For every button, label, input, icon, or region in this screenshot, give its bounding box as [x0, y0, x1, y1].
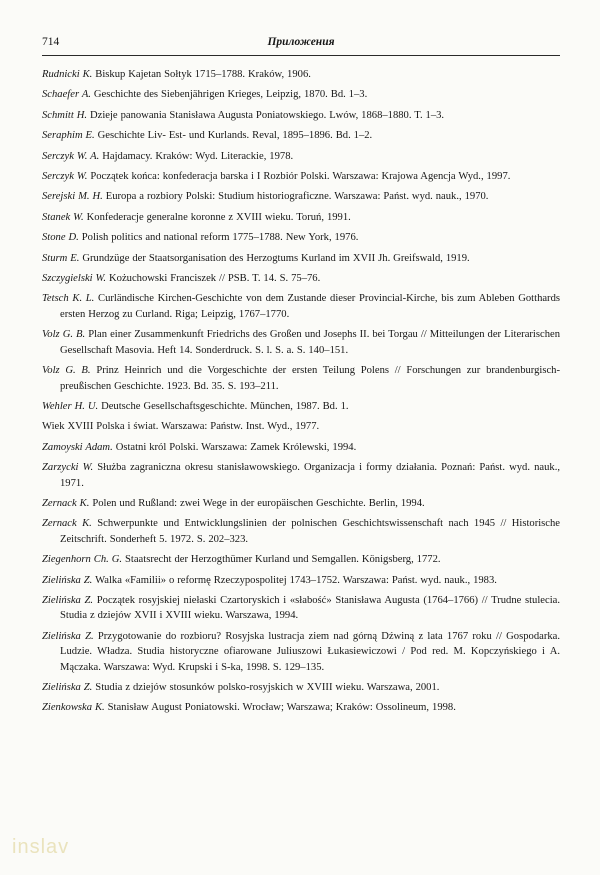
entry-text: Biskup Kajetan Sołtyk 1715–1788. Kraków, 1906. — [95, 69, 311, 80]
entry-author: Serejski M. H. — [42, 191, 103, 203]
bibliography-entry — [42, 419, 560, 434]
entry-text: Studia z dziejów stosunków polsko-rosyjskich w XVIII wieku. Warszawa, 2001. — [95, 682, 440, 693]
entry-text: Konfederacje generalne koronne z XVIII wieku. Toruń, 1991. — [86, 211, 351, 223]
page-header — [42, 34, 560, 56]
entry-author: Volz G. B. — [42, 329, 86, 341]
bibliography-entry — [42, 573, 560, 588]
entry-text: Deutsche Gesellschaftsgeschichte. München, 1987. Bd. 1. — [101, 400, 349, 412]
entry-author: Zernack K. — [42, 518, 92, 530]
bibliography-entry — [42, 680, 560, 695]
bibliography-entry — [42, 700, 560, 715]
bibliography-entry — [42, 291, 560, 322]
bibliography-entry — [42, 87, 560, 102]
entry-text: Walka «Familii» o reformę Rzeczypospolitej 1743–1752. Warszawa: Państ. wyd. nauk., 1983. — [95, 574, 497, 586]
entry-text: Kożuchowski Franciszek // PSB. T. 14. S. 75–76. — [109, 273, 321, 285]
bibliography-entry — [42, 67, 560, 82]
entry-text: Ostatni król Polski. Warszawa: Zamek Królewski, 1994. — [115, 441, 357, 453]
bibliography-entry — [42, 516, 560, 547]
running-header-title: Приложения — [267, 36, 335, 48]
entry-author: Zamoyski Adam. — [42, 441, 113, 453]
entry-text: Przygotowanie do rozbioru? Rosyjska lustracja ziem nad górną Dźwiną z lata 1767 roku // Gospodarka. Ludzie. Władza. Studia historyczne ofiarowane Juliuszowi Łukasiewiczowi / Pod red. M. Kopczyńskiego i A. Mączaka. Warszawa: Wyd. Krupski i S-ka, 1998. S. 129–135. — [60, 630, 560, 673]
page-number: 714 — [42, 36, 60, 48]
entry-author: Zielińska Z. — [42, 682, 93, 693]
bibliography-entry — [42, 327, 560, 358]
bibliography-entry — [42, 399, 560, 414]
entry-text: Początek końca: konfederacja barska i I Rozbiór Polski. Warszawa: Krajowa Agencja Wyd., 1997. — [90, 171, 511, 183]
bibliography-entry — [42, 460, 560, 491]
entry-author: Zienkowska K. — [42, 702, 105, 714]
entry-text: Hajdamacy. Kraków: Wyd. Literackie, 1978. — [102, 150, 294, 162]
bibliography-entry — [42, 128, 560, 143]
bibliography-entry — [42, 210, 560, 225]
entry-author: Stanek W. — [42, 211, 84, 223]
bibliography-entry — [42, 108, 560, 123]
entry-text: Curländische Kirchen-Geschichte von dem Zustande dieser Provincial-Kirche, bis zum Ableben Gotthards ersten Herzog zu Curland. Riga; Leipzig, 1767–1770. — [60, 293, 561, 320]
entry-author: Serczyk W. A. — [42, 150, 100, 162]
bibliography-entry — [42, 363, 560, 394]
entry-text: Służba zagraniczna okresu stanisławowskiego. Organizacja i formy działania. Poznań: Państ. wyd. nauk., 1971. — [60, 462, 561, 489]
entry-author: Zarzycki W. — [42, 462, 94, 474]
entry-author: Volz G. B. — [42, 365, 91, 377]
bibliography-entry — [42, 189, 560, 204]
entry-text: Stanisław August Poniatowski. Wrocław; Warszawa; Kraków: Ossolineum, 1998. — [107, 702, 456, 714]
entry-author: Wehler H. U. — [42, 400, 99, 412]
bibliography-entry — [42, 251, 560, 266]
entry-text: Dzieje panowania Stanisława Augusta Poniatowskiego. Lwów, 1868–1880. T. 1–3. — [89, 109, 445, 121]
bibliography-entry — [42, 593, 560, 624]
entry-author: Schaefer A. — [42, 89, 91, 101]
entry-author: Ziegenhorn Ch. G. — [42, 554, 123, 566]
entry-author: Zielińska Z. — [42, 574, 93, 586]
entry-author: Seraphim E. — [42, 130, 95, 142]
entry-author: Zernack K. — [42, 497, 90, 509]
bibliography-entry — [42, 629, 560, 675]
entry-text: Polish politics and national reform 1775–1788. New York, 1976. — [81, 232, 359, 244]
bibliography-entry — [42, 552, 560, 567]
entry-author: Szczygielski W. — [42, 273, 107, 285]
entry-author: Zielińska Z. — [42, 594, 94, 606]
bibliography-entry — [42, 496, 560, 511]
entry-text: Wiek XVIII Polska i świat. Warszawa: Państw. Inst. Wyd., 1977. — [42, 421, 320, 433]
entry-text: Polen und Rußland: zwei Wege in der europäischen Geschichte. Berlin, 1994. — [92, 497, 425, 509]
bibliography-entry — [42, 169, 560, 184]
entry-text: Schwerpunkte und Entwicklungslinien der polnischen Geschichtswissenschaft nach 1945 // Historische Zeitschrift. Sonderheft 5. 1972. S. 202–323. — [60, 518, 561, 545]
entry-author: Sturm E. — [42, 252, 80, 264]
entry-author: Tetsch K. L. — [42, 293, 95, 305]
entry-text: Prinz Heinrich und die Vorgeschichte der ersten Teilung Polens // Forschungen zur brandenburgisch-preußischen Geschichte. 1923. Bd. 35. S. 193–211. — [60, 365, 561, 392]
bibliography-entry — [42, 230, 560, 245]
entry-author: Schmitt H. — [42, 109, 88, 121]
entry-text: Plan einer Zusammenkunft Friedrichs des Großen und Josephs II. bei Torgau // Mitteilungen der Literarischen Gesellschaft Masovia. Heft 14. Sonderdruck. S. l. S. a. S. 140–151. — [60, 329, 560, 356]
bibliography-entry — [42, 440, 560, 455]
entry-text: Europa a rozbiory Polski: Studium historiograficzne. Warszawa: Państ. wyd. nauk., 1970. — [105, 191, 489, 203]
entry-author: Zielińska Z. — [42, 630, 94, 642]
bibliography-entry — [42, 271, 560, 286]
bibliography-entry — [42, 149, 560, 164]
entry-text: Geschichte des Siebenjährigen Krieges, Leipzig, 1870. Bd. 1–3. — [93, 89, 368, 101]
entry-text: Początek rosyjskiej niełaski Czartoryskich i «słabość» Stanisława Augusta (1764–1766) // Trudne stulecia. Studia z dziejów XVII i XVIII wieku. Warszawa, 1994. — [60, 594, 560, 622]
entry-text: Grundzüge der Staatsorganisation des Herzogtums Kurland im XVII Jh. Greifswald, 1919. — [82, 252, 470, 264]
entry-author: Serczyk W. — [42, 171, 88, 183]
bibliography-list — [42, 67, 560, 716]
entry-author: Rudnicki K. — [42, 69, 93, 80]
entry-text: Staatsrecht der Herzogthümer Kurland und Semgallen. Königsberg, 1772. — [125, 554, 441, 566]
watermark: inslav — [12, 836, 70, 858]
entry-author: Stone D. — [42, 232, 79, 244]
entry-text: Geschichte Liv- Est- und Kurlands. Reval, 1895–1896. Bd. 1–2. — [97, 130, 373, 142]
